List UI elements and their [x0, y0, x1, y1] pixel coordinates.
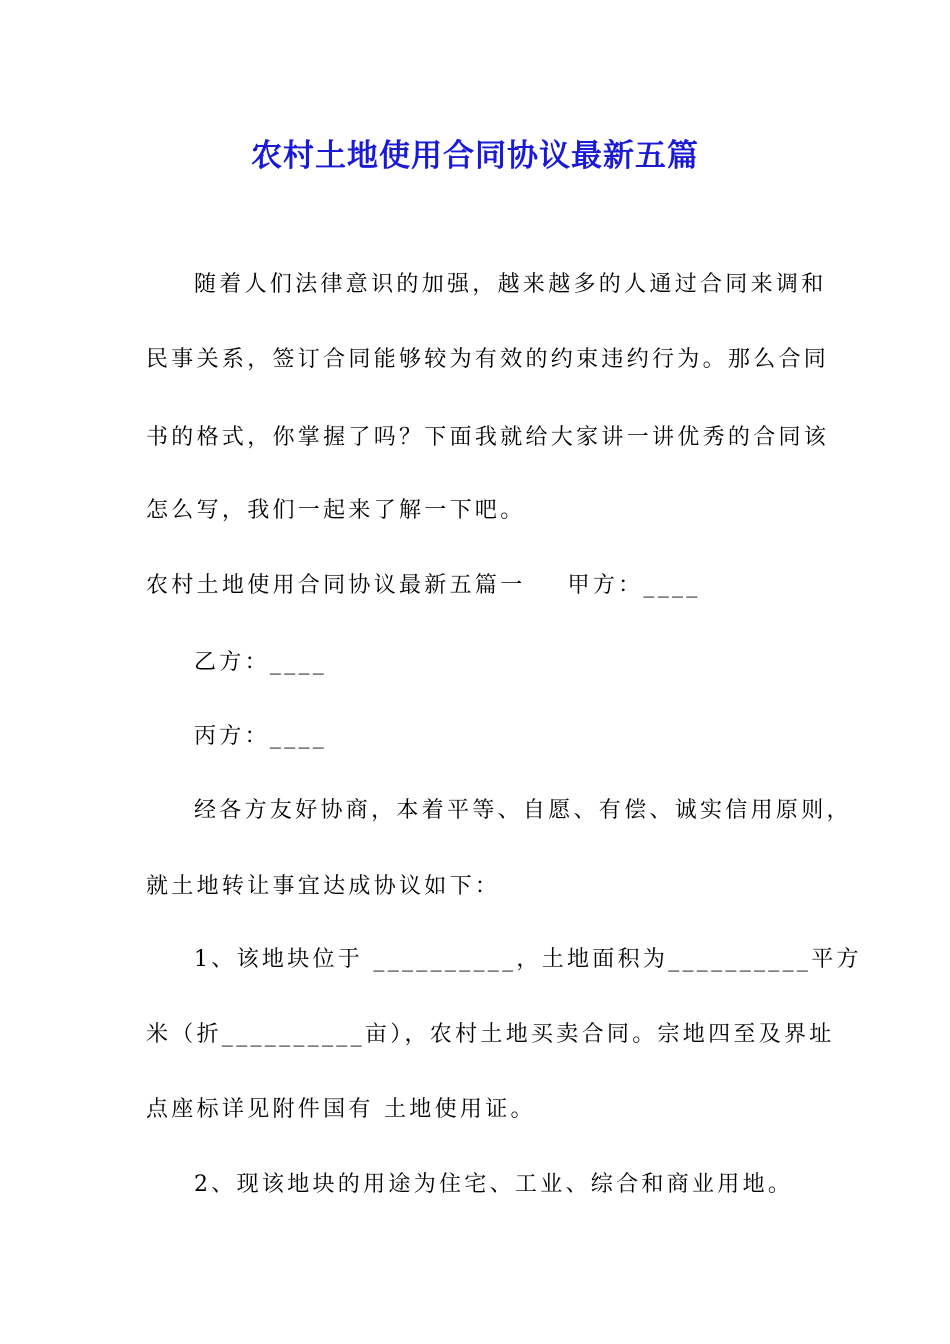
- paragraph-line: 民事关系，签订合同能够较为有效的约束违约行为。那么合同: [146, 347, 830, 372]
- clause-1-line: 1、该地块位于 __________，土地面积为__________平方: [194, 947, 862, 972]
- paragraph-line: 怎么写，我们一起来了解一下吧。: [146, 498, 526, 523]
- paragraph-line: 经各方友好协商，本着平等、自愿、有偿、诚实信用原则，: [194, 798, 852, 823]
- clause-1-line: 点座标详见附件国有 土地使用证。: [146, 1097, 536, 1122]
- party-c-field: 丙方：____: [194, 724, 328, 749]
- document-title: 农村土地使用合同协议最新五篇: [251, 138, 699, 174]
- paragraph-line: 随着人们法律意识的加强，越来越多的人通过合同来调和: [194, 272, 827, 297]
- paragraph-line: 就土地转让事宜达成协议如下：: [146, 874, 501, 899]
- party-b-field: 乙方：____: [194, 650, 328, 675]
- section-heading: 农村土地使用合同协议最新五篇一: [146, 573, 526, 598]
- clause-2-line: 2、现该地块的用途为住宅、工业、综合和商业用地。: [194, 1172, 794, 1197]
- section-heading-line: [146, 571, 701, 601]
- paragraph-line: 书的格式，你掌握了吗？下面我就给大家讲一讲优秀的合同该: [146, 425, 830, 450]
- clause-1-line: 米（折__________亩），农村土地买卖合同。宗地四至及界址: [146, 1022, 835, 1047]
- party-a-field: 甲方：____: [567, 573, 701, 598]
